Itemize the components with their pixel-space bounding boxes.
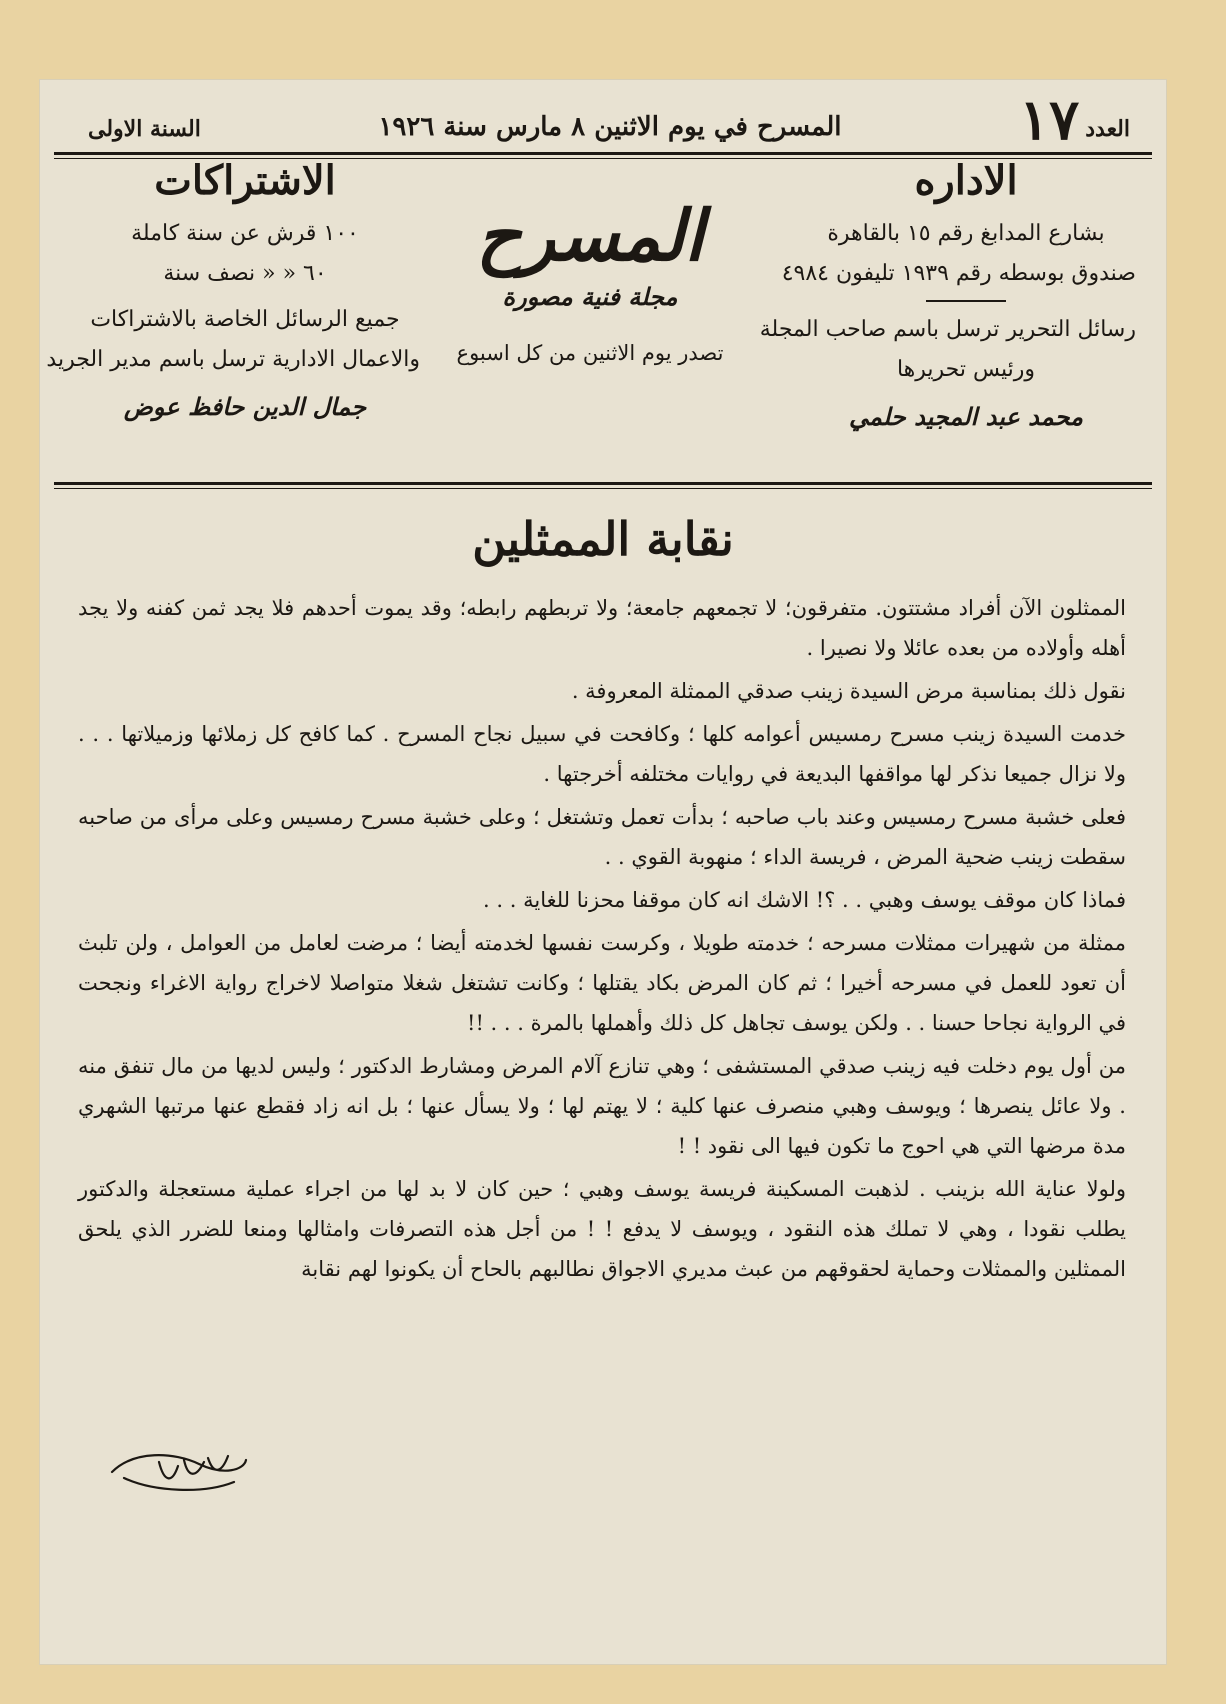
issue-label: العدد xyxy=(1085,116,1130,142)
article-paragraph: نقول ذلك بمناسبة مرض السيدة زينب صدقي الممثلة المعروفة . xyxy=(571,679,1126,703)
article-body xyxy=(78,588,1126,1292)
subscriptions-block xyxy=(46,156,420,421)
subscriptions-title: الاشتراكات xyxy=(154,157,336,204)
admin-line: ورئيس تحريرها xyxy=(896,357,1036,382)
article-paragraph: الممثلون الآن أفراد مشتتون. متفرقون؛ لا تجمعهم جامعة؛ ولا تربطهم رابطه؛ وقد يموت أحدهم فلا يجد ثمن كفنه ولا يجد أهله وأولاده من بعده عائلا ولا نصيرا . xyxy=(78,596,1126,660)
publication-year: السنة الاولى xyxy=(88,116,201,142)
article-paragraph: من أول يوم دخلت فيه زينب صدقي المستشفى ؛ وهي تنازع آلام المرض ومشارط الدكتور ؛ وليس لديها من مال تنفق منه . ولا عائل ينصرها ؛ ويوسف وهبي منصرف عنها كلية ؛ لا يهتم لها ؛ ولا يسأل عنها ؛ بل انه زاد فقطع عنها مرتبها الشهري مدة مرضها التي هي احوج ما تكون فيها الى نقود ! ! xyxy=(78,1054,1126,1158)
top-bar xyxy=(88,87,1130,153)
admin-divider xyxy=(926,300,1006,302)
article-paragraph: خدمت السيدة زينب مسرح رمسيس أعوامه كلها ؛ وكافحت في سبيل نجاح المسرح . كما كافح كل زملائها وزميلاتها . . . ولا نزال جميعا نذكر لها مواقفها البديعة في روايات مختلفه أخرجتها . xyxy=(78,722,1126,786)
magazine-logo: المسرح xyxy=(476,194,704,277)
dateline: المسرح في يوم الاثنين ٨ مارس سنة ١٩٢٦ xyxy=(378,112,842,142)
masthead-center xyxy=(420,196,760,365)
administration-title: الاداره xyxy=(914,157,1018,204)
article-paragraph: فماذا كان موقف يوسف وهبي . . ؟! الاشك انه كان موقفا محزنا للغاية . . . xyxy=(483,888,1126,912)
editor-name: محمد عبد المجيد حلمي xyxy=(849,402,1083,431)
newspaper-page xyxy=(40,80,1166,1664)
admin-line: صندوق بوسطه رقم ١٩٣٩ تليفون ٤٩٨٤ xyxy=(781,261,1136,286)
admin-line: بشارع المدابغ رقم ١٥ بالقاهرة xyxy=(827,221,1105,246)
article-paragraph: ممثلة من شهيرات ممثلات مسرحه ؛ خدمته طويلا ، وكرست نفسها لخدمته أيضا ؛ مرضت لعامل من العوامل ، ولن تلبث أن تعود للعمل في مسرحه أخيرا ؛ ثم كان المرض بكاد يقتلها ؛ وكانت تشتغل شغلا متواصلا لاخراج رواية الاغراء ونجحت في الرواية نجاحا حسنا . . ولكن يوسف تجاهل كل ذلك وأهملها بالمرة . . . !! xyxy=(78,931,1126,1035)
magazine-tagline: مجلة فنية مصورة xyxy=(502,282,678,311)
subscription-line: ١٠٠ قرش عن سنة كاملة xyxy=(131,221,359,246)
manager-name: جمال الدين حافظ عوض xyxy=(123,392,367,421)
article-paragraph: فعلى خشبة مسرح رمسيس وعند باب صاحبه ؛ بدأت تعمل وتشتغل ؛ وعلى خشبة مسرح رمسيس وعلى مرأى من صاحبه سقطت زينب ضحية المرض ، فريسة الداء ؛ منهوبة القوي . . xyxy=(78,805,1126,869)
subscription-line: جميع الرسائل الخاصة بالاشتراكات xyxy=(90,307,400,332)
author-signature-icon xyxy=(104,1442,254,1502)
subscription-line: ٦٠ « « نصف سنة xyxy=(163,261,327,286)
masthead-divider xyxy=(54,482,1152,489)
issue-number: ١٧ xyxy=(1019,87,1080,153)
article-title: نقابة الممثلين xyxy=(472,512,734,566)
masthead xyxy=(40,156,1166,476)
publication-schedule: تصدر يوم الاثنين من كل اسبوع xyxy=(456,341,724,365)
subscription-line: والاعمال الادارية ترسل باسم مدير الجريد xyxy=(46,347,420,372)
administration-block xyxy=(759,156,1136,431)
admin-line: رسائل التحرير ترسل باسم صاحب المجلة xyxy=(759,317,1136,342)
article-paragraph: ولولا عناية الله بزينب . لذهبت المسكينة فريسة يوسف وهبي ؛ حين كان لا بد لها من اجراء عملية مستعجلة والدكتور يطلب نقودا ، وهي لا تملك هذه النقود ، ويوسف لا يدفع ! ! من أجل هذه التصرفات وامثالها ومنعا للضرر الذي يلحق الممثلين والممثلات وحماية لحقوقهم من عبث مديري الاجواق نطالبهم بالحاح أن يكونوا لهم نقابة xyxy=(78,1177,1126,1281)
